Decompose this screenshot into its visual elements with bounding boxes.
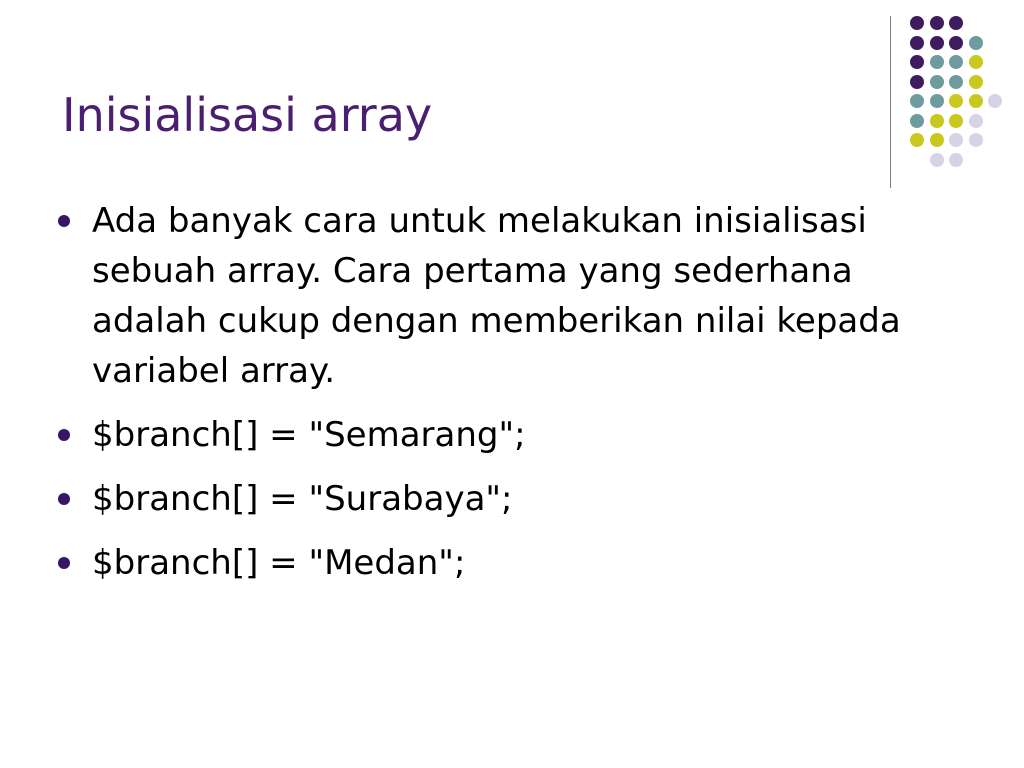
decorative-dot: [988, 94, 1002, 108]
decorative-dot: [930, 133, 944, 147]
decorative-dot: [910, 16, 924, 30]
decorative-dot: [949, 114, 963, 128]
decorative-dot: [910, 75, 924, 89]
decorative-dot: [930, 114, 944, 128]
decorative-dot: [910, 133, 924, 147]
bullet-text: $branch[] = "Semarang";: [92, 415, 526, 455]
decorative-dot: [930, 153, 944, 167]
bullet-icon: [58, 493, 70, 505]
decorative-dot: [949, 153, 963, 167]
bullet-text: $branch[] = "Medan";: [92, 543, 466, 583]
bullet-icon: [58, 557, 70, 569]
decorative-dot: [910, 36, 924, 50]
bullet-icon: [58, 429, 70, 441]
decorative-dot: [949, 94, 963, 108]
bullet-item: [56, 474, 956, 524]
decorative-dot: [969, 36, 983, 50]
decorative-dot: [930, 16, 944, 30]
bullet-text: $branch[] = "Surabaya";: [92, 479, 513, 519]
bullet-item: [56, 538, 956, 588]
decorative-dot: [930, 75, 944, 89]
decorative-dot: [969, 94, 983, 108]
title-divider: [890, 16, 891, 188]
decorative-dot: [949, 75, 963, 89]
bullet-item: [56, 196, 956, 396]
decorative-dot: [930, 36, 944, 50]
bullet-icon: [58, 215, 70, 227]
bullet-text: Ada banyak cara untuk melakukan inisialisasi sebuah array. Cara pertama yang sederhana adalah cukup dengan memberikan nilai kepada variabel array.: [92, 201, 901, 391]
decorative-dot: [949, 133, 963, 147]
slide-title: Inisialisasi array: [62, 88, 433, 142]
decorative-dot: [969, 133, 983, 147]
decorative-dot: [969, 55, 983, 69]
decorative-dot: [930, 55, 944, 69]
decorative-dot: [949, 36, 963, 50]
decorative-dot: [910, 94, 924, 108]
decorative-dot: [949, 16, 963, 30]
decorative-dot: [969, 114, 983, 128]
decorative-dot: [910, 114, 924, 128]
decorative-dot: [969, 75, 983, 89]
decorative-dot: [910, 55, 924, 69]
decorative-dot: [930, 94, 944, 108]
bullet-item: [56, 410, 956, 460]
decorative-dot: [949, 55, 963, 69]
bullet-list: [56, 196, 956, 602]
